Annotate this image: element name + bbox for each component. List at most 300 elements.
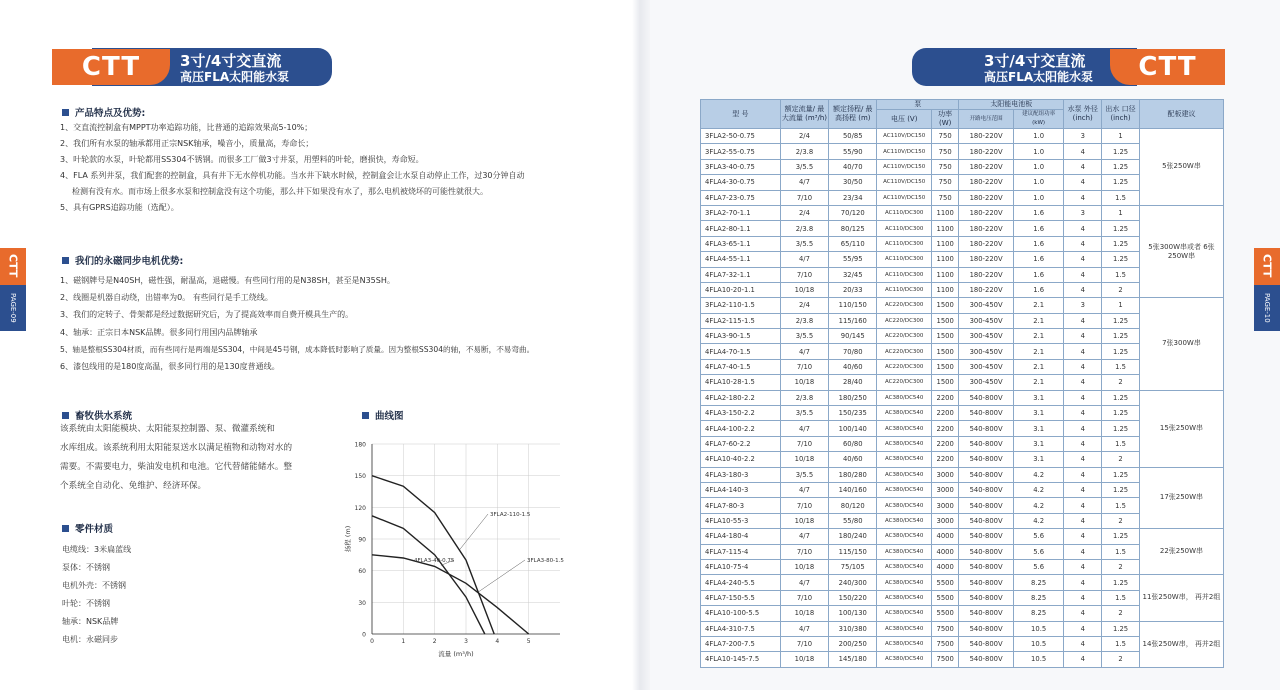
table-cell: 2200: [932, 436, 959, 451]
table-cell: AC110V/DC150: [877, 129, 932, 144]
table-cell: 200/250: [829, 636, 877, 651]
table-cell: 8.25: [1013, 575, 1063, 590]
curve-chart: [332, 432, 572, 662]
table-cell: 540-800V: [959, 621, 1014, 636]
table-cell: 28/40: [829, 375, 877, 390]
table-cell: 2/3.8: [780, 390, 828, 405]
table-cell: 1.0: [1013, 190, 1063, 205]
table-cell: 3/5.5: [780, 236, 828, 251]
table-cell: 4FLA10-40-2.2: [701, 452, 781, 467]
table-row: [701, 205, 1224, 220]
table-cell: 3/5.5: [780, 406, 828, 421]
table-cell: 3/5.5: [780, 159, 828, 174]
table-cell: 8.25: [1013, 590, 1063, 605]
table-cell: 2/4: [780, 129, 828, 144]
table-cell: 55/90: [829, 144, 877, 159]
table-cell: 3000: [932, 467, 959, 482]
table-cell: 4000: [932, 544, 959, 559]
table-cell: 4: [1064, 252, 1102, 267]
table-cell: 1.5: [1102, 359, 1140, 374]
table-cell: 750: [932, 129, 959, 144]
table-cell: 4FLA10-145-7.5: [701, 652, 781, 667]
table-cell: 4/7: [780, 529, 828, 544]
config-cell: 5张250W串: [1139, 129, 1223, 206]
x-tick-label: 4: [495, 638, 500, 645]
table-cell: AC380/DC540: [877, 606, 932, 621]
table-cell: 540-800V: [959, 467, 1014, 482]
y-tick-label: 180: [354, 441, 366, 449]
table-cell: 10/18: [780, 375, 828, 390]
table-cell: 4/7: [780, 175, 828, 190]
table-cell: 110/150: [829, 298, 877, 313]
table-cell: 3FLA2-110-1.5: [701, 298, 781, 313]
table-cell: AC220/DC300: [877, 313, 932, 328]
y-tick-label: 60: [358, 568, 366, 576]
table-cell: 1.5: [1102, 590, 1140, 605]
table-cell: 4: [1064, 359, 1102, 374]
table-cell: 3.1: [1013, 421, 1063, 436]
materials-text: [62, 541, 131, 649]
motor-line: 3、我们的定转子、骨架都是经过数据研究后，为了提高效率而自费开模具生产的。: [60, 310, 354, 320]
motor-heading: 我们的永磁同步电机优势:: [62, 253, 183, 267]
table-cell: 5500: [932, 590, 959, 605]
table-cell: 180-220V: [959, 159, 1014, 174]
table-cell: 2/4: [780, 298, 828, 313]
materials-heading: 零件材质: [62, 521, 113, 535]
table-cell: 4: [1064, 529, 1102, 544]
table-cell: 10.5: [1013, 652, 1063, 667]
table-cell: 2.1: [1013, 329, 1063, 344]
col-outer: 水泵 外径 (inch): [1064, 100, 1102, 129]
bullet-square-icon: [62, 109, 69, 116]
table-cell: 2200: [932, 406, 959, 421]
table-cell: AC380/DC540: [877, 498, 932, 513]
table-cell: 3: [1064, 298, 1102, 313]
table-cell: 2/3.8: [780, 221, 828, 236]
table-cell: 1.0: [1013, 175, 1063, 190]
table-cell: 140/160: [829, 482, 877, 497]
table-cell: 540-800V: [959, 636, 1014, 651]
table-cell: 300-450V: [959, 375, 1014, 390]
table-cell: 1.6: [1013, 205, 1063, 220]
table-cell: 4FLA7-32-1.1: [701, 267, 781, 282]
series-leader-line: [479, 560, 525, 592]
table-cell: 4.2: [1013, 482, 1063, 497]
table-cell: 30/50: [829, 175, 877, 190]
table-cell: 540-800V: [959, 452, 1014, 467]
table-cell: 4: [1064, 313, 1102, 328]
material-line: 电机外壳：不锈钢: [62, 581, 126, 590]
table-cell: 7/10: [780, 359, 828, 374]
table-cell: 180-220V: [959, 129, 1014, 144]
table-cell: 4FLA3-65-1.1: [701, 236, 781, 251]
table-cell: 4FLA10-28-1.5: [701, 375, 781, 390]
bullet-square-icon: [62, 412, 69, 419]
table-cell: 2200: [932, 452, 959, 467]
table-cell: 300-450V: [959, 329, 1014, 344]
table-cell: 1.5: [1102, 436, 1140, 451]
config-cell: 14张250W串， 再并2组: [1139, 621, 1223, 667]
table-cell: 4: [1064, 329, 1102, 344]
table-cell: AC380/DC540: [877, 513, 932, 528]
table-cell: 4: [1064, 190, 1102, 205]
table-cell: 4: [1064, 406, 1102, 421]
table-cell: 3.1: [1013, 406, 1063, 421]
table-cell: 540-800V: [959, 390, 1014, 405]
table-cell: 10/18: [780, 282, 828, 297]
table-cell: 540-800V: [959, 529, 1014, 544]
table-cell: 7/10: [780, 190, 828, 205]
table-cell: 90/145: [829, 329, 877, 344]
material-line: 电机：永磁同步: [62, 635, 118, 644]
table-cell: AC220/DC300: [877, 329, 932, 344]
table-cell: 150/220: [829, 590, 877, 605]
header-title: 3寸/4寸交直流: [984, 52, 1086, 70]
table-cell: 3/5.5: [780, 329, 828, 344]
table-cell: 10/18: [780, 452, 828, 467]
table-cell: 4FLA10-55-3: [701, 513, 781, 528]
table-cell: AC110/DC300: [877, 282, 932, 297]
table-cell: 180-220V: [959, 205, 1014, 220]
ctt-logo: CTT: [1110, 49, 1225, 85]
series-line: [372, 476, 494, 634]
bullet-square-icon: [362, 412, 369, 419]
y-axis-label: 扬程 (m): [344, 525, 352, 553]
table-cell: AC380/DC540: [877, 559, 932, 574]
y-tick-label: 30: [358, 599, 366, 607]
feature-line: 检测有没有水。而市场上很多水泵和控制盒没有这个功能，那么井下如果没有水了，那么电机被烧坏的可能性就很大。: [72, 187, 488, 196]
material-line: 轴承：NSK品牌: [62, 617, 119, 626]
table-cell: 7/10: [780, 590, 828, 605]
table-cell: 1: [1102, 205, 1140, 220]
table-cell: 750: [932, 144, 959, 159]
table-cell: 540-800V: [959, 513, 1014, 528]
table-cell: AC110/DC300: [877, 267, 932, 282]
table-cell: 4/7: [780, 421, 828, 436]
table-row: [701, 621, 1224, 636]
table-cell: 4: [1064, 159, 1102, 174]
x-tick-label: 3: [464, 638, 468, 645]
table-cell: 80/120: [829, 498, 877, 513]
table-cell: 4.2: [1013, 467, 1063, 482]
bullet-square-icon: [62, 525, 69, 532]
table-cell: 1.6: [1013, 236, 1063, 251]
table-cell: AC380/DC540: [877, 406, 932, 421]
table-cell: 1.25: [1102, 390, 1140, 405]
table-cell: 540-800V: [959, 406, 1014, 421]
table-cell: AC380/DC540: [877, 575, 932, 590]
table-cell: 7500: [932, 636, 959, 651]
table-cell: 4FLA4-70-1.5: [701, 344, 781, 359]
table-cell: 540-800V: [959, 606, 1014, 621]
table-cell: 20/33: [829, 282, 877, 297]
table-cell: 1100: [932, 267, 959, 282]
table-cell: 180-220V: [959, 144, 1014, 159]
table-cell: 4FLA4-310-7.5: [701, 621, 781, 636]
table-cell: 1.25: [1102, 344, 1140, 359]
material-line: 电缆线：3米扁蓝线: [62, 545, 132, 554]
table-cell: 180-220V: [959, 282, 1014, 297]
table-cell: 60/80: [829, 436, 877, 451]
table-cell: 1100: [932, 221, 959, 236]
spec-table: [700, 99, 1224, 668]
table-cell: 10/18: [780, 606, 828, 621]
table-cell: 180/240: [829, 529, 877, 544]
col-minpower: 建议配组功率 (kW): [1013, 110, 1063, 129]
table-cell: 4: [1064, 344, 1102, 359]
table-cell: 1.5: [1102, 267, 1140, 282]
col-vrange: 开路电压范围: [959, 110, 1014, 129]
left-side-tab: [0, 248, 26, 331]
table-cell: 540-800V: [959, 421, 1014, 436]
header-subtitle: 高压FLA太阳能水泵: [180, 70, 290, 84]
table-cell: 2.1: [1013, 313, 1063, 328]
table-cell: 3FLA2-50-0.75: [701, 129, 781, 144]
table-cell: 1.25: [1102, 221, 1140, 236]
table-cell: 4/7: [780, 344, 828, 359]
table-cell: 1.6: [1013, 282, 1063, 297]
features-heading: 产品特点及优势:: [62, 105, 145, 119]
livestock-line: 该系统由太阳能模块、太阳能泵控制器、泵、微灌系统和: [60, 424, 275, 434]
table-cell: 1: [1102, 129, 1140, 144]
feature-line: 4、FLA 系列井泵，我们配套的控制盒，具有井下无水停机功能。当水井下缺水时候，控制盒会让水泵自动停止工作，过30分钟自动: [60, 171, 525, 180]
table-cell: 7/10: [780, 498, 828, 513]
table-cell: AC380/DC540: [877, 636, 932, 651]
table-cell: 4FLA4-55-1.1: [701, 252, 781, 267]
table-cell: AC380/DC540: [877, 621, 932, 636]
table-cell: AC110V/DC150: [877, 175, 932, 190]
table-cell: 1.0: [1013, 129, 1063, 144]
table-cell: AC220/DC300: [877, 298, 932, 313]
table-cell: 1.6: [1013, 221, 1063, 236]
page-number: PAGE-10: [1263, 293, 1271, 324]
table-cell: 2200: [932, 421, 959, 436]
series-label: 3FLA3-80-1.5: [527, 558, 564, 564]
table-cell: AC380/DC540: [877, 421, 932, 436]
table-cell: 1.0: [1013, 159, 1063, 174]
x-axis-label: 流量 (m³/h): [438, 650, 474, 658]
table-row: [701, 467, 1224, 482]
table-cell: 5.6: [1013, 529, 1063, 544]
table-cell: 40/60: [829, 452, 877, 467]
table-cell: 4FLA4-30-0.75: [701, 175, 781, 190]
table-cell: 10/18: [780, 652, 828, 667]
table-cell: 2.1: [1013, 344, 1063, 359]
table-cell: 4: [1064, 467, 1102, 482]
table-cell: AC110V/DC150: [877, 159, 932, 174]
table-cell: 4: [1064, 498, 1102, 513]
table-cell: 4000: [932, 559, 959, 574]
motor-text: [60, 272, 534, 375]
table-cell: 300-450V: [959, 344, 1014, 359]
table-cell: 23/34: [829, 190, 877, 205]
col-head: 额定扬程/ 最高扬程 (m): [829, 100, 877, 129]
table-cell: 1500: [932, 329, 959, 344]
table-cell: 4: [1064, 652, 1102, 667]
table-cell: 7/10: [780, 267, 828, 282]
table-cell: 1500: [932, 298, 959, 313]
table-cell: 4FLA4-240-5.5: [701, 575, 781, 590]
config-cell: 11张250W串， 再并2组: [1139, 575, 1223, 621]
table-cell: 4/7: [780, 252, 828, 267]
table-cell: 75/105: [829, 559, 877, 574]
table-cell: 1.25: [1102, 159, 1140, 174]
table-cell: 4/7: [780, 621, 828, 636]
table-cell: 4FLA7-60-2.2: [701, 436, 781, 451]
table-cell: AC110/DC300: [877, 252, 932, 267]
table-cell: 180/250: [829, 390, 877, 405]
table-cell: 4: [1064, 606, 1102, 621]
table-row: [701, 129, 1224, 144]
table-cell: 3.1: [1013, 452, 1063, 467]
table-cell: 180-220V: [959, 190, 1014, 205]
table-cell: 5500: [932, 606, 959, 621]
table-cell: AC380/DC540: [877, 452, 932, 467]
material-line: 叶轮：不锈钢: [62, 599, 110, 608]
table-cell: AC110/DC300: [877, 205, 932, 220]
config-cell: 22张250W串: [1139, 529, 1223, 575]
header-subtitle: 高压FLA太阳能水泵: [984, 70, 1094, 84]
table-cell: 3/5.5: [780, 467, 828, 482]
table-cell: 2.1: [1013, 298, 1063, 313]
table-cell: 4FLA2-115-1.5: [701, 313, 781, 328]
y-tick-label: 120: [354, 504, 366, 512]
bullet-square-icon: [62, 257, 69, 264]
table-cell: 4: [1064, 267, 1102, 282]
feature-line: 1、交直流控制盒有MPPT功率追踪功能，比普通的追踪效果高5-10%；: [60, 123, 313, 132]
table-cell: AC220/DC300: [877, 344, 932, 359]
table-cell: 3: [1064, 205, 1102, 220]
table-cell: 4FLA4-180-4: [701, 529, 781, 544]
livestock-line: 个系统全自动化、免维护、经济环保。: [60, 481, 207, 491]
table-cell: 2.1: [1013, 359, 1063, 374]
table-cell: 750: [932, 190, 959, 205]
table-cell: 2: [1102, 606, 1140, 621]
table-cell: 4: [1064, 390, 1102, 405]
table-cell: 3.1: [1013, 436, 1063, 451]
table-cell: 1.25: [1102, 421, 1140, 436]
table-cell: 70/80: [829, 344, 877, 359]
table-cell: 4: [1064, 221, 1102, 236]
table-cell: 4: [1064, 482, 1102, 497]
motor-line: 4、轴承：正宗日本NSK品牌。很多同行用国内品牌轴承: [60, 327, 258, 337]
table-row: [701, 390, 1224, 405]
right-side-tab: [1254, 248, 1280, 331]
side-logo: CTT: [1254, 248, 1280, 285]
table-cell: 4FLA3-90-1.5: [701, 329, 781, 344]
table-cell: 4FLA2-80-1.1: [701, 221, 781, 236]
table-cell: 3FLA2-70-1.1: [701, 205, 781, 220]
table-cell: 2/3.8: [780, 313, 828, 328]
table-cell: 180-220V: [959, 236, 1014, 251]
table-row: [701, 575, 1224, 590]
feature-line: 5、具有GPRS追踪功能（选配）。: [60, 203, 179, 212]
table-cell: AC380/DC540: [877, 436, 932, 451]
table-cell: 40/70: [829, 159, 877, 174]
table-cell: 240/300: [829, 575, 877, 590]
table-cell: 1.25: [1102, 329, 1140, 344]
table-cell: 1100: [932, 252, 959, 267]
table-cell: 7/10: [780, 636, 828, 651]
table-cell: AC380/DC540: [877, 529, 932, 544]
ctt-logo: CTT: [52, 49, 170, 85]
table-cell: AC110/DC300: [877, 236, 932, 251]
table-cell: 4FLA10-100-5.5: [701, 606, 781, 621]
table-cell: 10.5: [1013, 636, 1063, 651]
config-cell: 15张250W串: [1139, 390, 1223, 467]
table-cell: 4: [1064, 175, 1102, 190]
table-cell: 1.6: [1013, 252, 1063, 267]
table-cell: 4: [1064, 144, 1102, 159]
table-cell: 540-800V: [959, 559, 1014, 574]
table-cell: 65/110: [829, 236, 877, 251]
table-cell: 1: [1102, 298, 1140, 313]
table-cell: 4FLA7-23-0.75: [701, 190, 781, 205]
table-cell: AC220/DC300: [877, 359, 932, 374]
table-cell: 540-800V: [959, 498, 1014, 513]
table-cell: AC380/DC540: [877, 590, 932, 605]
table-cell: 310/380: [829, 621, 877, 636]
col-outlet: 出水 口径 (inch): [1102, 100, 1140, 129]
table-cell: AC380/DC540: [877, 652, 932, 667]
table-cell: 4000: [932, 529, 959, 544]
table-cell: 1.25: [1102, 175, 1140, 190]
table-cell: 1.5: [1102, 636, 1140, 651]
table-cell: 5.6: [1013, 559, 1063, 574]
table-cell: 2: [1102, 513, 1140, 528]
series-line: [372, 516, 485, 634]
table-cell: 1500: [932, 359, 959, 374]
table-cell: 4: [1064, 590, 1102, 605]
table-cell: 540-800V: [959, 590, 1014, 605]
table-cell: 180-220V: [959, 252, 1014, 267]
table-cell: 2: [1102, 559, 1140, 574]
table-body: [701, 129, 1224, 668]
livestock-line: 需要。不需要电力，柴油发电机和电池。它代替储能储水。整: [60, 462, 293, 472]
table-cell: 10.5: [1013, 621, 1063, 636]
table-cell: AC380/DC540: [877, 482, 932, 497]
col-voltage: 电压 (V): [877, 110, 932, 129]
table-cell: 5.6: [1013, 544, 1063, 559]
table-cell: 1.5: [1102, 544, 1140, 559]
table-cell: 145/180: [829, 652, 877, 667]
table-cell: 150/235: [829, 406, 877, 421]
table-row: [701, 298, 1224, 313]
table-cell: 300-450V: [959, 359, 1014, 374]
table-cell: 100/140: [829, 421, 877, 436]
chart-heading: 曲线图: [362, 408, 404, 422]
table-cell: 1500: [932, 375, 959, 390]
table-cell: 4: [1064, 421, 1102, 436]
table-cell: 540-800V: [959, 436, 1014, 451]
table-cell: 5500: [932, 575, 959, 590]
table-cell: 4FLA3-150-2.2: [701, 406, 781, 421]
table-cell: 4: [1064, 513, 1102, 528]
table-cell: 540-800V: [959, 544, 1014, 559]
livestock-heading: 畜牧供水系统: [62, 408, 132, 422]
x-tick-label: 5: [526, 638, 531, 645]
page-number: PAGE-09: [9, 293, 17, 324]
livestock-text: [60, 420, 292, 496]
table-cell: 32/45: [829, 267, 877, 282]
table-cell: 3FLA2-55-0.75: [701, 144, 781, 159]
left-header: [52, 48, 302, 86]
table-cell: 4FLA7-80-3: [701, 498, 781, 513]
table-cell: 2200: [932, 390, 959, 405]
table-cell: 4FLA4-140-3: [701, 482, 781, 497]
table-cell: 4: [1064, 436, 1102, 451]
table-cell: 1.25: [1102, 467, 1140, 482]
